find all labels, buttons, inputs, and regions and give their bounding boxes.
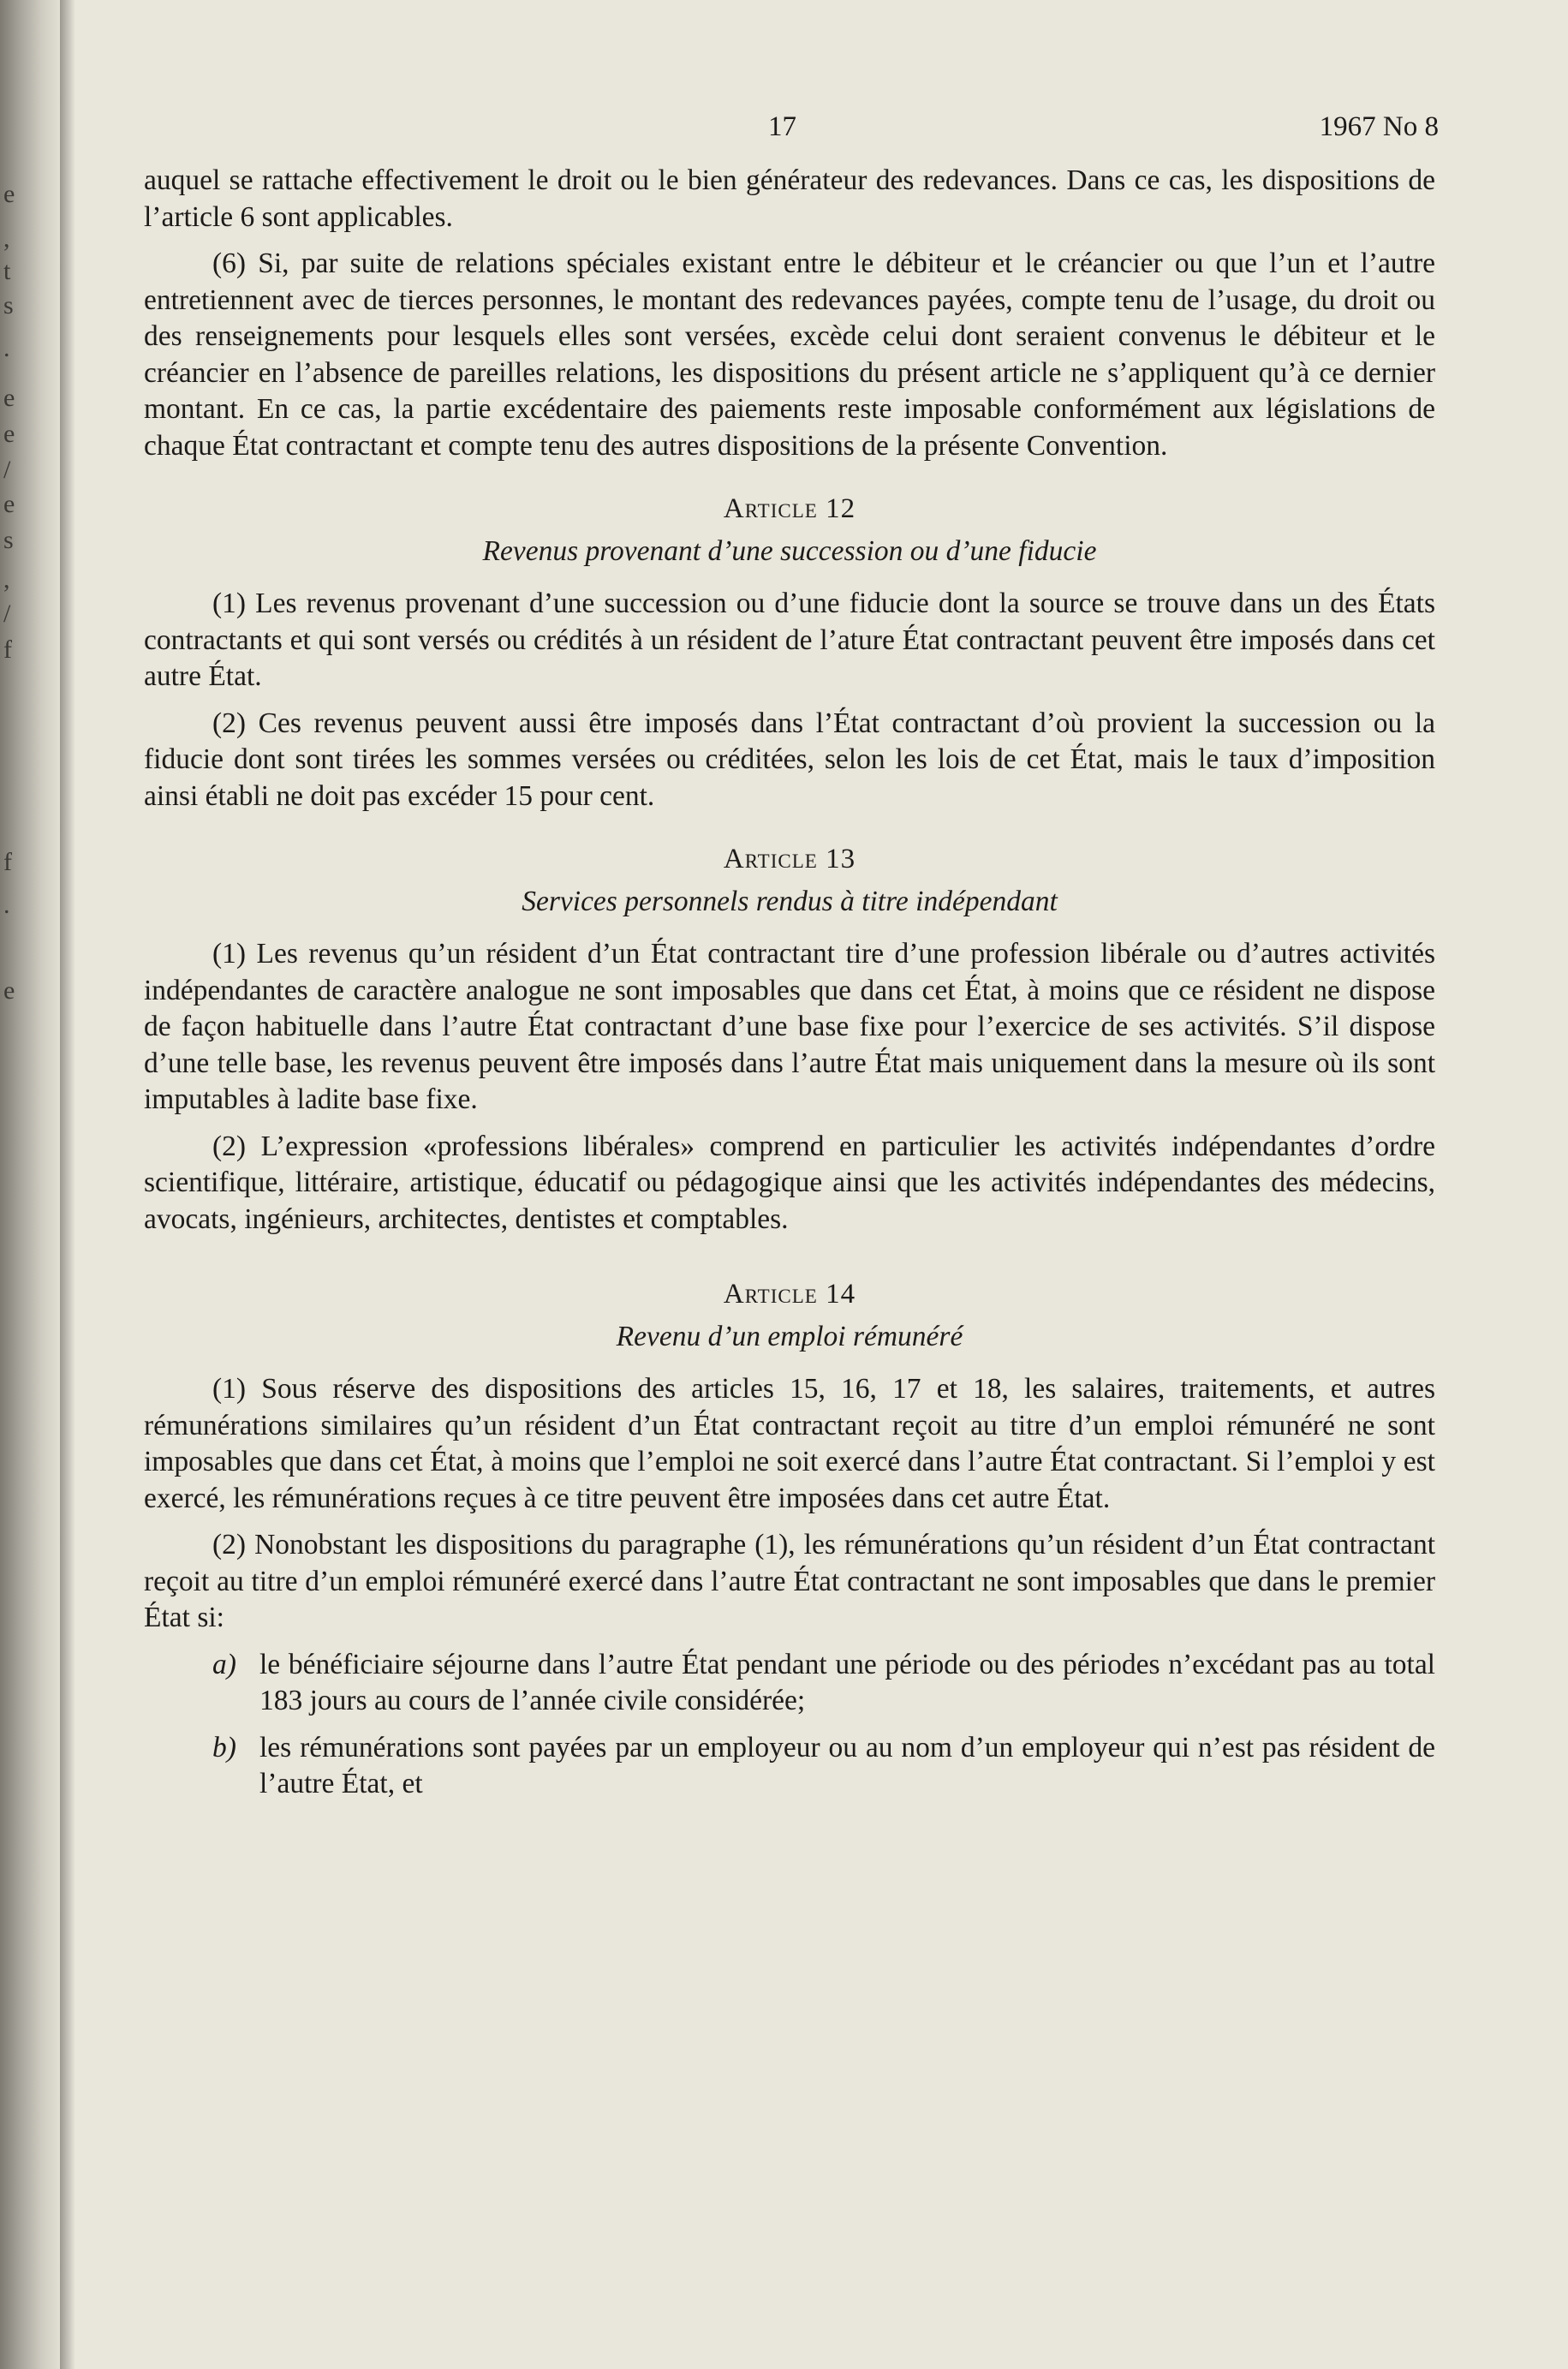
article-14-paragraph-1: (1) Sous réserve des dispositions des articles 15, 16, 17 et 18, les salaires, traitements, et autres rémunérations similaires qu’un résident d’un État contractant reçoit au titre d’un emploi rémunéré ne sont imposables que dans cet État, à moins que l’emploi ne soit exercé dans l’autre État contractant. Si l’emploi y est exercé, les rémunérations reçues à ce titre peuvent être imposées dans cet autre État. xyxy=(144,1373,1435,1514)
article-12-paragraph-2: (2) Ces revenus peuvent aussi être imposés dans l’État contractant d’où provient la succession ou la fiducie dont sont tirées les sommes versées ou créditées, selon les lois de cet État, mais le taux d’imposition ainsi établi ne doit pas excéder 15 pour cent. xyxy=(144,707,1435,812)
article-13-paragraph-2: (2) L’expression «professions libérales» comprend en particulier les activités indépendantes d’ordre scientifique, littéraire, artistique, éducatif ou pédagogique ainsi que les activités indépendantes des médecins, avocats, ingénieurs, architectes, dentistes et comptables. xyxy=(144,1130,1435,1235)
item-a-marker: a) xyxy=(212,1648,236,1680)
article-14-paragraph-2: (2) Nonobstant les dispositions du paragraphe (1), les rémunérations qu’un résident d’un État contractant reçoit au titre d’un emploi rémunéré exercé dans l’autre État contractant ne sont imposables que dans le premier État si: xyxy=(144,1529,1435,1633)
binding-gutter xyxy=(0,0,60,2369)
article-13-paragraph-1: (1) Les revenus qu’un résident d’un État contractant tire d’une profession libérale ou d’autres activités indépendantes de caractère analogue ne sont imposables que dans cet État, à moins que ce résident ne dispose de façon habituelle dans l’autre État contractant d’une base fixe pour l’exercice de ses activités. S’il dispose d’une telle base, les revenus peuvent être imposés dans l’autre État mais uniquement dans la mesure où ils sont imputables à ladite base fixe. xyxy=(144,938,1435,1115)
article-14-heading: Article 14 xyxy=(723,1279,856,1310)
gutter-fragment: e xyxy=(3,490,15,518)
article-14-subtitle: Revenu d’un emploi rémunéré xyxy=(616,1321,963,1352)
gutter-fragment: t xyxy=(3,257,11,285)
gutter-fragment: , xyxy=(3,565,10,594)
gutter-fragment: e xyxy=(3,420,15,448)
article-12-subtitle: Revenus provenant d’une succession ou d’une fiducie xyxy=(482,535,1097,567)
gutter-fragment: s xyxy=(3,291,14,319)
gutter-fragment: , xyxy=(3,224,10,253)
document-page xyxy=(144,111,1439,1803)
list-item-a xyxy=(144,1647,1435,1720)
paragraph-6: (6) Si, par suite de relations spéciales existant entre le débiteur et le créancier ou que l’un et l’autre entretiennent avec de tierces personnes, le montant des redevances payées, compte tenu de l’usage, du droit ou des renseignements pour lesquels elles sont versées, excède celui dont seraient convenus le débiteur et le créancier en l’absence de pareilles relations, les dispositions du présent article ne s’appliquent qu’à ce dernier montant. En ce cas, la partie excédentaire des paiements reste imposable conformément aux législations de chaque État contractant et compte tenu des autres dispositions de la présente Convention. xyxy=(144,248,1435,462)
article-12-heading: Article 12 xyxy=(723,493,856,524)
gutter-fragment: . xyxy=(3,334,10,362)
page-header xyxy=(144,111,1439,163)
gutter-fragment: e xyxy=(3,384,15,412)
gutter-fragment: e xyxy=(3,180,15,208)
continued-paragraph: auquel se rattache effectivement le droit ou le bien générateur des redevances. Dans ce cas, les dispositions de l’article 6 sont applicables. xyxy=(144,164,1435,233)
page-number: 17 xyxy=(768,111,796,142)
gutter-fragment: / xyxy=(3,456,11,484)
gutter-fragment: s xyxy=(3,526,14,554)
gutter-fragment: e xyxy=(3,976,15,1005)
item-a-text: le bénéficiaire séjourne dans l’autre État pendant une période ou des périodes n’excédant pas au total 183 jours au cours de l’année civile considérée; xyxy=(259,1648,1435,1716)
statute-reference: 1967 No 8 xyxy=(1319,111,1439,142)
gutter-fragment: . xyxy=(3,891,10,919)
gutter-shadow xyxy=(60,0,75,2369)
article-12-paragraph-1: (1) Les revenus provenant d’une succession ou d’une fiducie dont la source se trouve dans un des États contractants et qui sont versés ou crédités à un résident de l’ature État contractant peuvent être imposés dans cet autre État. xyxy=(144,588,1435,692)
gutter-fragment: / xyxy=(3,600,11,628)
article-13-subtitle: Services personnels rendus à titre indépendant xyxy=(522,886,1058,917)
item-b-marker: b) xyxy=(212,1731,236,1763)
list-item-b xyxy=(144,1730,1435,1803)
item-b-text: les rémunérations sont payées par un employeur ou au nom d’un employeur qui n’est pas résident de l’autre État, et xyxy=(259,1731,1435,1799)
gutter-fragment: f xyxy=(3,848,12,876)
article-13-heading: Article 13 xyxy=(723,844,856,874)
gutter-fragment: f xyxy=(3,636,12,664)
